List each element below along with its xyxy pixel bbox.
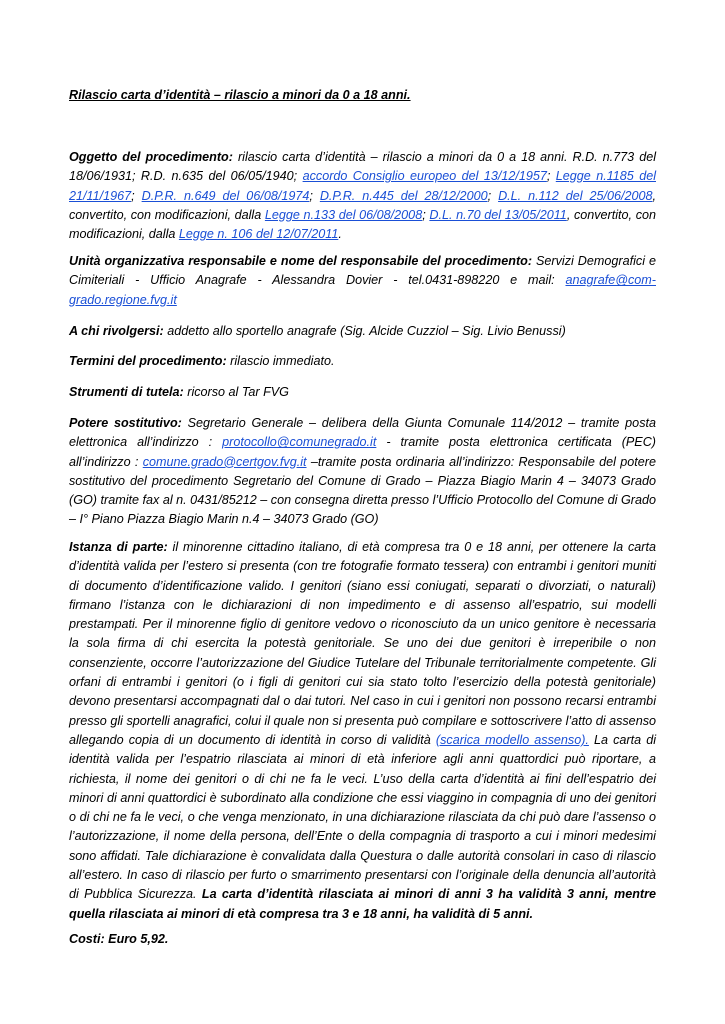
section-potere-sostitutivo: [69, 414, 656, 530]
section-istanza-di-parte: [69, 538, 656, 924]
section-termini: [69, 352, 656, 371]
istanza-text-2: La carta di identità valida per l’espatrio rilasciata ai minori di età inferiore agli anni quattordici può riportare, a richiesta, il nome dei genitori o di chi ne fa le veci. L’uso della carta d’identità ai fini dell’espatrio dei minori di anni quattordici è subordinato alla condizione che essi viaggino in compagnia di uno dei genitori o di chi ne fa le veci, o che venga menzionato, in una dichiarazione rilasciata da chi può dare l’assenso o l’autorizzazione, il nome della persona, dell’Ente o della compagnia di trasporto a cui i minori medesimi sono affidati. Tale dichiarazione è convalidata dalla Questura o dalle autorità consolari in caso di rilascio all’estero. In caso di rilascio per furto o smarrimento presentarsi con l’originale della denuncia all’autorità di Pubblica Sicurezza.: [69, 732, 656, 902]
oggetto-label: Oggetto del procedimento:: [69, 150, 233, 164]
link-dpr-445[interactable]: D.P.R. n.445 del 28/12/2000: [319, 188, 488, 203]
section-strumenti-tutela: [69, 383, 656, 402]
costi-label: Costi: Euro 5,92.: [69, 932, 169, 946]
scarica-modello-assenso-link[interactable]: (scarica modello assenso).: [435, 732, 589, 747]
potere-text-3: –tramite posta ordinaria all’indirizzo: Responsabile del potere sostitutivo del procedimento Segretario del Comune di Grado – Piazza Biagio Marin 4 – 34073 Grado (GO) tramite fax al n. 0431/85212 – con consegna diretta presso l’Ufficio Protocollo del Comune di Grado – I° Piano Piazza Biagio Marin n.4 – 34073 Grado (GO): [69, 454, 657, 527]
unita-label: Unità organizzativa responsabile e nome del responsabile del procedimento:: [69, 254, 533, 268]
oggetto-text: rilascio carta d’identità – rilascio a minori da 0 a 18 anni. R.D. n.773 del 18/06/1931; R.D. n.635 del 06/05/1940;: [69, 150, 657, 184]
termini-label: Termini del procedimento:: [69, 354, 227, 368]
link-dl-70[interactable]: D.L. n.70 del 13/05/2011: [429, 207, 567, 222]
link-legge-1185[interactable]: Legge n.1185 del 21/11/1967: [69, 169, 656, 203]
separator: ;: [131, 188, 142, 203]
strumenti-label: Strumenti di tutela:: [69, 385, 184, 399]
potere-text-1: Segretario Generale – delibera della Giunta Comunale 114/2012 – tramite posta elettronica all’indirizzo :: [69, 416, 656, 450]
email-anagrafe-link[interactable]: anagrafe@com-grado.regione.fvg.it: [69, 273, 656, 307]
link-legge-106[interactable]: Legge n. 106 del 12/07/2011: [178, 227, 339, 242]
separator: ;: [546, 169, 556, 184]
potere-label: Potere sostitutivo:: [69, 416, 182, 430]
oggetto-text-3: , convertito, con modificazioni, dalla: [69, 207, 657, 242]
potere-text-2: - tramite posta elettronica certificata (PEC) all’indirizzo :: [69, 435, 656, 469]
separator: ;: [422, 207, 430, 222]
link-dpr-649[interactable]: D.P.R. n.649 del 06/08/1974: [141, 188, 310, 203]
oggetto-text-2: , convertito, con modificazioni, dalla: [69, 188, 657, 222]
unita-text: Servizi Demografici e Cimiteriali - Ufficio Anagrafe - Alessandra Dovier - tel.0431-898220 e mail:: [69, 254, 656, 288]
separator: ;: [487, 188, 499, 203]
section-costi: [69, 930, 656, 949]
istanza-label: Istanza di parte:: [69, 540, 168, 554]
page-title: Rilascio carta d’identità – rilascio a minori da 0 a 18 anni.: [69, 88, 411, 102]
section-unita-organizzativa: [69, 252, 656, 310]
separator: ;: [309, 188, 320, 203]
link-legge-133[interactable]: Legge n.133 del 06/08/2008: [264, 207, 423, 222]
email-protocollo-link[interactable]: protocollo@comunegrado.it: [222, 435, 377, 450]
chi-label: A chi rivolgersi:: [69, 324, 164, 338]
istanza-text-1: il minorenne cittadino italiano, di età compresa tra 0 e 18 anni, per ottenere la carta d’identità valida per l’estero si presenta (con tre fotografie formato tessera) con entrambi i genitori muniti di documento d’identificazione valido. I genitori (siano essi coniugati, separati o divorziati, o naturali) firmano l’istanza con le dichiarazioni di non impedimento e di assenso all’espatrio, sui modelli prestampati. Per il minorenne figlio di genitore vedovo o riconosciuto da un unico genitore è necessaria la sola firma di chi esercita la potestà genitoriale. Se uno dei due genitori è irreperibile o non consenziente, occorre l’autorizzazione del Giudice Tutelare del Tribunale territorialmente competente. Gli orfani di entrambi i genitori (o i figli di genitori cui sia stato tolto l’esercizio della potestà genitoriale) devono presentarsi accompagnati dal o dai tutori. Nel caso in cui i genitori non possono recarsi entrambi presso gli sportelli anagrafici, colui il quale non si presenta può compilare e sottoscrivere l’atto di assenso allegando copia di un documento di identità in corso di validità: [69, 540, 656, 747]
link-accordo-consiglio-europeo[interactable]: accordo Consiglio europeo del 13/12/1957: [302, 169, 547, 184]
chi-text: addetto allo sportello anagrafe (Sig. Alcide Cuzziol – Sig. Livio Benussi): [163, 324, 566, 338]
section-chi-rivolgersi: [69, 322, 656, 341]
email-pec-link[interactable]: comune.grado@certgov.fvg.it: [142, 454, 307, 469]
section-oggetto: [69, 148, 656, 244]
termini-text: rilascio immediato.: [226, 354, 335, 368]
istanza-validita-bold: La carta d’identità rilasciata ai minori di anni 3 ha validità 3 anni, mentre quella rilasciata ai minori di età compresa tra 3 e 18 anni, ha validità di 5 anni.: [69, 887, 656, 921]
link-dl-112[interactable]: D.L. n.112 del 25/06/2008: [498, 188, 653, 203]
strumenti-text: ricorso al Tar FVG: [183, 385, 289, 399]
period: .: [338, 227, 342, 242]
